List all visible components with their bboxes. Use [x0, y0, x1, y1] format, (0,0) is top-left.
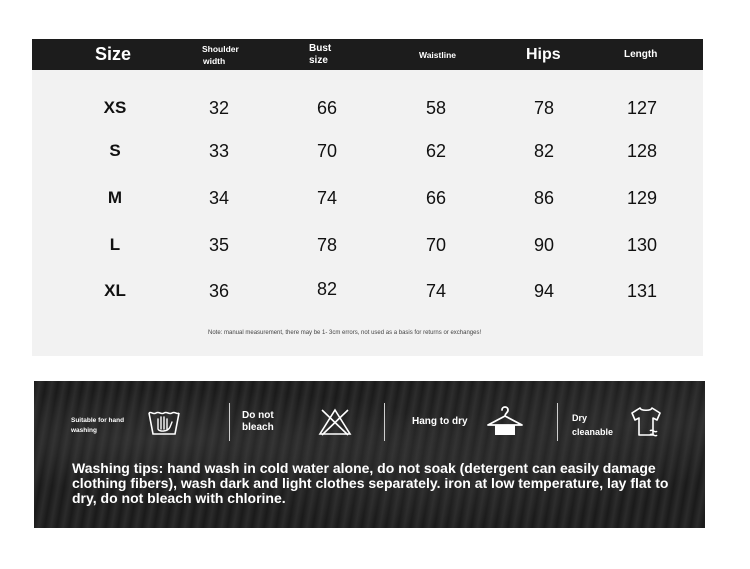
cell-size: XL: [104, 281, 126, 300]
cell-length: 127: [626, 98, 658, 118]
table-row: [32, 186, 703, 210]
cell-bust: 74: [316, 188, 338, 208]
header-shoulder-line1: Shoulder: [202, 43, 239, 54]
cell-bust: 70: [316, 141, 338, 161]
cell-length: 129: [626, 188, 658, 208]
cell-size: S: [109, 141, 121, 160]
cell-shoulder: 35: [208, 235, 230, 255]
header-bust-size: [309, 39, 349, 70]
size-table-header: [32, 39, 703, 70]
header-length: Length: [624, 49, 658, 60]
header-shoulder-width: [202, 39, 252, 70]
size-chart-panel: [32, 39, 703, 356]
cell-shoulder: 33: [208, 141, 230, 161]
care-instructions-panel: [34, 381, 705, 528]
cell-size: XS: [103, 98, 127, 117]
header-bust-line2: size: [309, 54, 328, 66]
divider: [557, 403, 558, 441]
cell-length: 128: [626, 141, 658, 161]
table-row: [32, 139, 703, 163]
cell-shoulder: 36: [208, 281, 230, 301]
header-hips: Hips: [526, 45, 561, 63]
cell-hips: 90: [533, 235, 555, 255]
cell-shoulder: 34: [208, 188, 230, 208]
cell-hips: 82: [533, 141, 555, 161]
hang-dry-label: Hang to dry: [412, 416, 468, 427]
cell-waist: 70: [425, 235, 447, 255]
cell-length: 131: [626, 281, 658, 301]
hanger-icon: [485, 403, 525, 437]
divider: [384, 403, 385, 441]
header-bust-line1: Bust: [309, 42, 332, 54]
cell-bust: 82: [316, 279, 338, 299]
no-bleach-label: Do not bleach: [242, 410, 274, 433]
cell-bust: 66: [316, 98, 338, 118]
hand-wash-label: Suitable for hand washing: [71, 417, 125, 434]
cell-waist: 58: [425, 98, 447, 118]
dry-clean-label: Dry cleanable: [572, 413, 614, 437]
cell-size: M: [107, 188, 123, 207]
header-size: Size: [95, 44, 132, 64]
header-waistline: Waistline: [419, 49, 456, 60]
cell-bust: 78: [316, 235, 338, 255]
cell-waist: 74: [425, 281, 447, 301]
cell-hips: 78: [533, 98, 555, 118]
cell-waist: 62: [425, 141, 447, 161]
shirt-icon: [628, 405, 664, 439]
table-row: [32, 96, 703, 120]
header-shoulder-line2: width: [203, 55, 226, 66]
cell-size: L: [109, 235, 121, 254]
cell-waist: 66: [425, 188, 447, 208]
table-row: [32, 233, 703, 257]
cell-hips: 86: [533, 188, 555, 208]
table-row: [32, 279, 703, 303]
cell-shoulder: 32: [208, 98, 230, 118]
no-bleach-icon: [317, 407, 353, 437]
washing-tips: Washing tips: hand wash in cold water alone, do not soak (detergent can easily damage clothing fibers), wash dark and light clothes separately. iron at low temperature, lay flat to dry, do not bleach with chlorine.: [72, 460, 669, 506]
cell-length: 130: [626, 235, 658, 255]
hand-wash-icon: [147, 407, 181, 437]
measurement-note: Note: manual measurement, there may be 1- 3cm errors, not used as a basis for returns or exchanges!: [208, 330, 482, 336]
divider: [229, 403, 230, 441]
cell-hips: 94: [533, 281, 555, 301]
